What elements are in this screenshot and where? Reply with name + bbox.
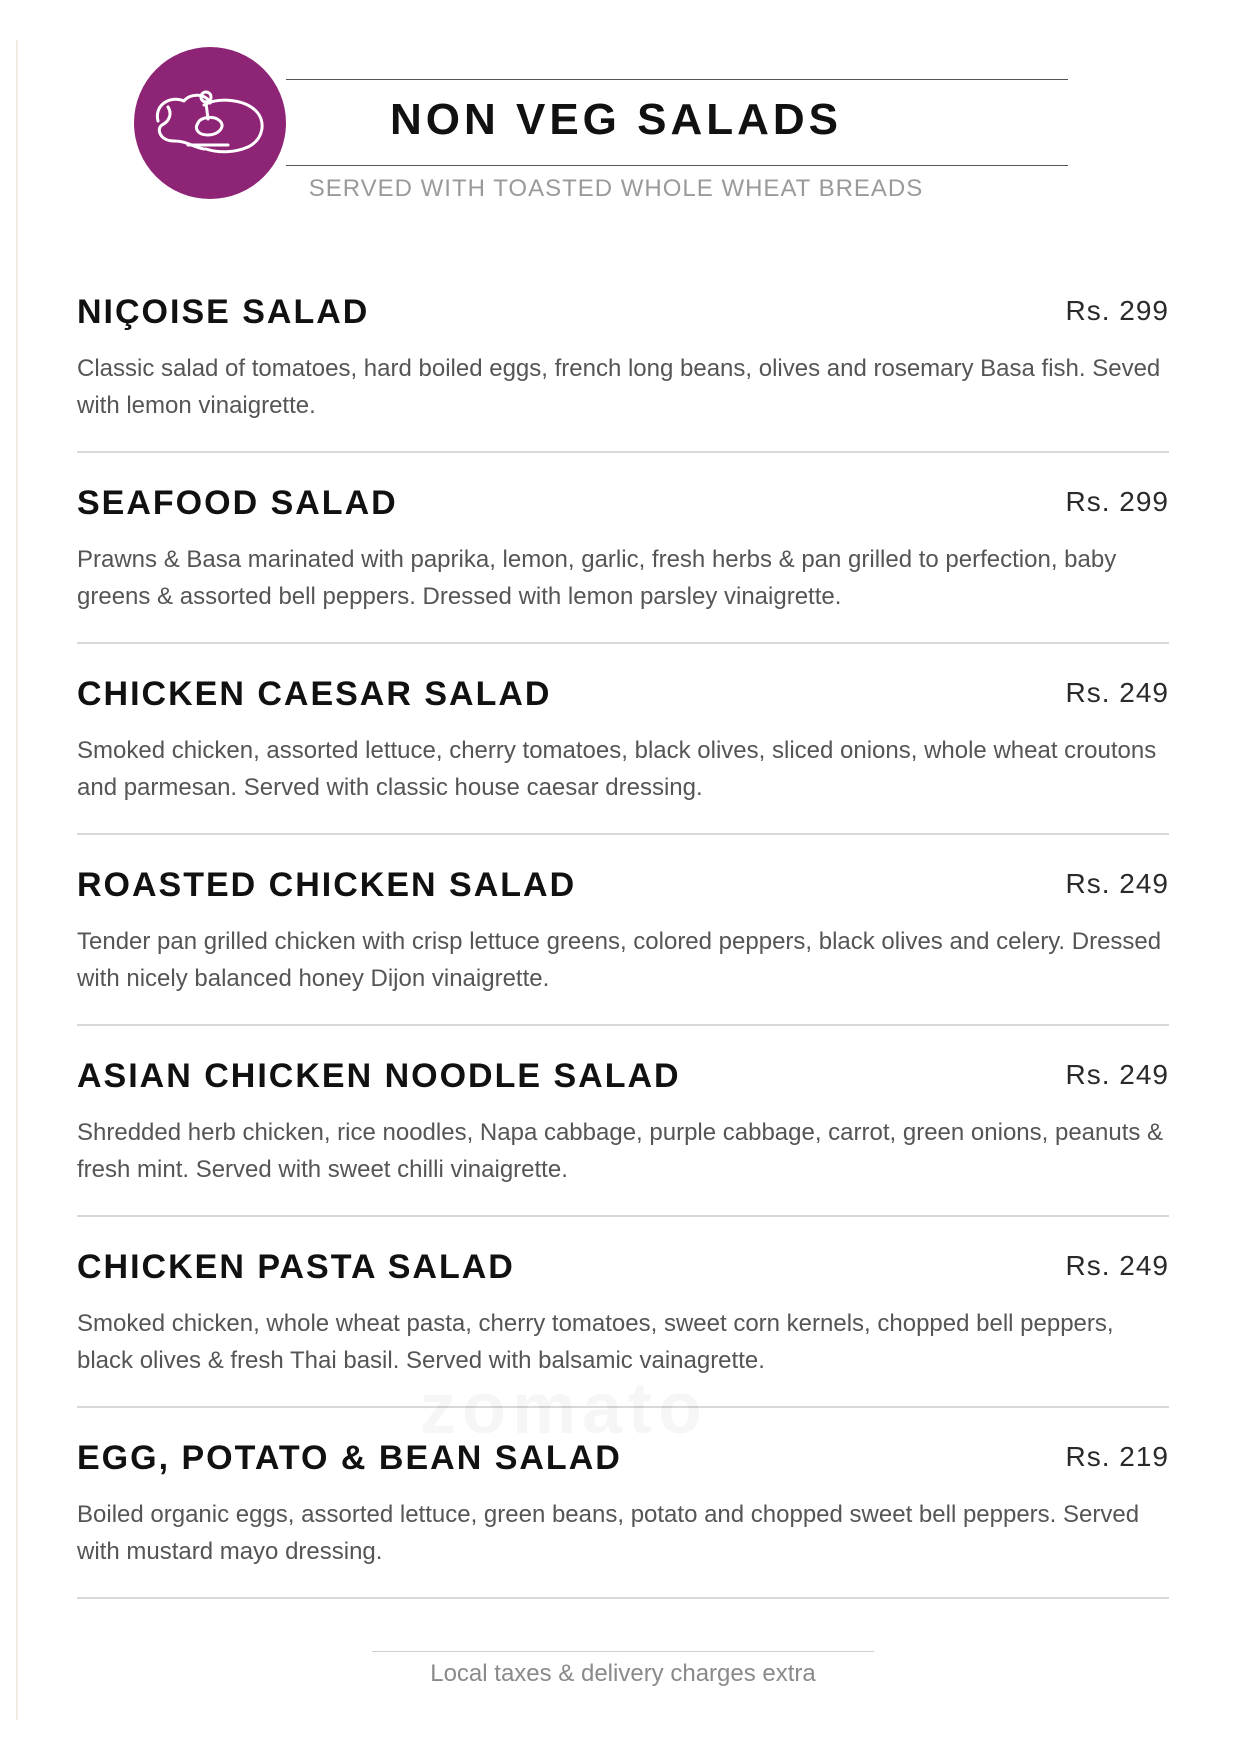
page-title: NON VEG SALADS (389, 95, 843, 144)
item-name: CHICKEN PASTA SALAD (77, 1248, 515, 1286)
item-price: Rs. 299 (1065, 295, 1169, 326)
menu-item (77, 853, 1169, 1044)
item-description: Shredded herb chicken, rice noodles, Napa cabbage, purple cabbage, carrot, green onions, peanuts & fresh mint. Served with sweet chilli vinaigrette. (77, 1119, 1164, 1183)
item-description: Prawns & Basa marinated with paprika, lemon, garlic, fresh herbs & pan grilled to perfection, baby greens & assorted bell peppers. Dressed with lemon parsley vinaigrette. (77, 546, 1117, 610)
item-price: Rs. 249 (1065, 1250, 1169, 1281)
item-name: EGG, POTATO & BEAN SALAD (77, 1439, 622, 1477)
logo-badge (134, 47, 286, 199)
item-price: Rs. 249 (1065, 677, 1169, 708)
item-price: Rs. 219 (1065, 1441, 1169, 1472)
menu-item (77, 471, 1169, 662)
item-price: Rs. 299 (1065, 486, 1169, 517)
item-price: Rs. 249 (1065, 1059, 1169, 1090)
menu-item (77, 1044, 1169, 1235)
item-description: Classic salad of tomatoes, hard boiled eggs, french long beans, olives and rosemary Basa fish. Seved with lemon vinaigrette. (77, 355, 1161, 419)
menu-item (77, 1426, 1169, 1617)
item-description: Boiled organic eggs, assorted lettuce, green beans, potato and chopped sweet bell peppers. Served with mustard mayo dressing. (77, 1501, 1140, 1565)
footer-note: Local taxes & delivery charges extra (430, 1660, 816, 1687)
menu-item (77, 662, 1169, 853)
footer-rule (372, 1651, 874, 1652)
item-description: Smoked chicken, assorted lettuce, cherry tomatoes, black olives, sliced onions, whole wheat croutons and parmesan. Served with classic house caesar dressing. (77, 737, 1157, 801)
item-name: CHICKEN CAESAR SALAD (77, 675, 552, 713)
page-subtitle: SERVED WITH TOASTED WHOLE WHEAT BREADS (308, 175, 924, 202)
item-description: Tender pan grilled chicken with crisp lettuce greens, colored peppers, black olives and celery. Dressed with nicely balanced honey Dijon vinaigrette. (77, 928, 1162, 992)
salad-plate-icon (148, 83, 272, 163)
item-name: ASIAN CHICKEN NOODLE SALAD (77, 1057, 681, 1095)
menu-item (77, 280, 1169, 471)
header-rule-top (286, 79, 1068, 80)
page-edge (16, 40, 18, 1720)
item-name: SEAFOOD SALAD (77, 484, 398, 522)
item-description: Smoked chicken, whole wheat pasta, cherry tomatoes, sweet corn kernels, chopped bell peppers, black olives & fresh Thai basil. Served with balsamic vainagrette. (77, 1310, 1114, 1374)
item-name: ROASTED CHICKEN SALAD (77, 866, 577, 904)
watermark (420, 1368, 708, 1450)
item-price: Rs. 249 (1065, 868, 1169, 899)
header-rule-bottom (286, 165, 1068, 166)
item-name: NIÇOISE SALAD (77, 293, 370, 331)
